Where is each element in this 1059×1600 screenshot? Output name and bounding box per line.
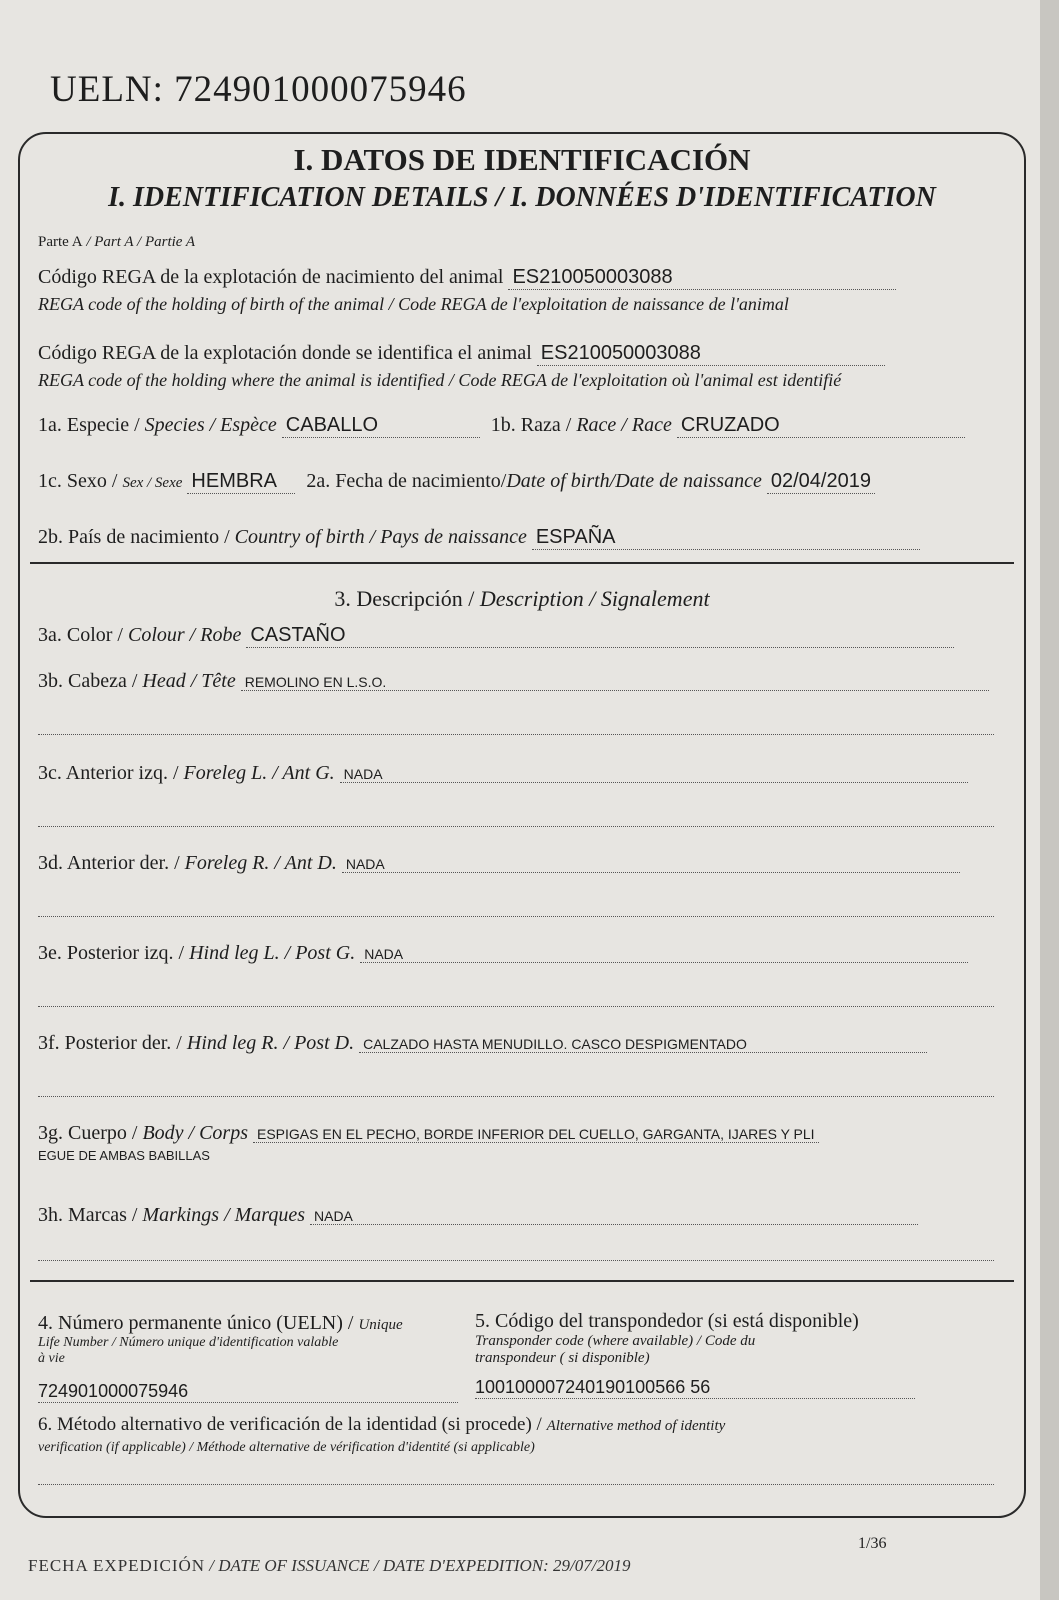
- hind-l-label-tr: Hind leg L. / Post G.: [189, 942, 356, 964]
- breed-label-tr: Race / Race: [576, 414, 672, 436]
- alt-method-row: [38, 1414, 1006, 1436]
- rega-birth-label: Código REGA de la explotación de nacimiento del animal: [38, 266, 504, 288]
- markings-label-es: 3h. Marcas /: [38, 1204, 143, 1226]
- rega-id-row: [38, 342, 1006, 366]
- rega-id-translation: REGA code of the holding where the animal is identified / Code REGA de l'exploitation où l'animal est identifié: [38, 370, 842, 390]
- hind-r-label-tr: Hind leg R. / Post D.: [186, 1032, 355, 1054]
- transponder-label-es: 5. Código del transpondedor (si está disponible): [475, 1310, 859, 1332]
- description-heading: [20, 586, 1024, 612]
- page-number: 1/36: [858, 1535, 887, 1552]
- footer-rest: / DATE OF ISSUANCE / DATE D'EXPEDITION: 29/07/2019: [205, 1556, 631, 1575]
- ueln-value: 724901000075946: [38, 1381, 458, 1403]
- species-breed-row: [38, 414, 1006, 438]
- dotted-line: [38, 826, 994, 827]
- color-row: [38, 624, 1006, 648]
- species-value: CABALLO: [282, 414, 480, 438]
- rega-birth-translation: REGA code of the holding of birth of the animal / Code REGA de l'exploitation de naissance de l'animal: [38, 294, 789, 314]
- breed-label-es: 1b. Raza /: [490, 414, 577, 436]
- head-row: [38, 670, 1006, 693]
- hind-l-label-es: 3e. Posterior izq. /: [38, 942, 190, 964]
- body-label-es: 3g. Cuerpo /: [38, 1122, 143, 1144]
- hind-r-label-es: 3f. Posterior der. /: [38, 1032, 187, 1054]
- rega-id-label: Código REGA de la explotación donde se identifica el animal: [38, 342, 532, 364]
- sex-label-tr: Sex / Sexe: [122, 475, 183, 491]
- transponder-value: 100100007240190100566 56: [475, 1377, 915, 1399]
- head-label-tr: Head / Tête: [142, 670, 236, 692]
- footer-caps: FECHA EXPEDICIÓN: [28, 1556, 206, 1575]
- country-label-es: 2b. País de nacimiento /: [38, 526, 235, 548]
- dotted-line: [38, 1096, 994, 1097]
- ueln-section: [38, 1312, 478, 1403]
- dob-label-tr: Date of birth/Date de naissance: [506, 470, 762, 492]
- markings-value: NADA: [310, 1208, 918, 1225]
- rega-birth-row: [38, 266, 1006, 290]
- body-label-tr: Body / Corps: [142, 1122, 248, 1144]
- body-row: [38, 1122, 1006, 1145]
- part-a-tr: / Part A / Partie A: [82, 234, 196, 250]
- color-label-es: 3a. Color /: [38, 624, 128, 646]
- dotted-line: [38, 916, 994, 917]
- hind-r-row: [38, 1032, 1006, 1055]
- ueln-label-tr1: Unique: [358, 1317, 403, 1333]
- sex-label-es: 1c. Sexo /: [38, 470, 123, 492]
- markings-row: [38, 1204, 1006, 1227]
- sex-value: HEMBRA: [187, 470, 295, 494]
- transponder-section: [475, 1310, 995, 1399]
- country-row: [38, 526, 1006, 550]
- color-label-tr: Colour / Robe: [128, 624, 242, 646]
- color-value: CASTAÑO: [246, 624, 954, 648]
- foreleg-r-value: NADA: [342, 856, 960, 873]
- ueln-header: UELN: 724901000075946: [50, 69, 467, 110]
- foreleg-l-label-es: 3c. Anterior izq. /: [38, 762, 184, 784]
- dob-value: 02/04/2019: [767, 470, 875, 494]
- transponder-label-tr2: transpondeur ( si disponible): [475, 1350, 650, 1366]
- species-label-tr: Species / Espèce: [144, 414, 277, 436]
- body-value: ESPIGAS EN EL PECHO, BORDE INFERIOR DEL CUELLO, GARGANTA, IJARES Y PLI: [253, 1126, 819, 1143]
- hind-l-row: [38, 942, 1006, 965]
- body-value-cont: EGUE DE AMBAS BABILLAS: [38, 1148, 210, 1163]
- section-title-en-fr: I. IDENTIFICATION DETAILS / I. DONNÉES D'IDENTIFICATION: [108, 182, 936, 213]
- description-tr: Description / Signalement: [479, 586, 710, 611]
- country-label-tr: Country of birth / Pays de naissance: [234, 526, 527, 548]
- dotted-line: [38, 1260, 994, 1261]
- ueln-label-es: 4. Número permanente único (UELN) /: [38, 1312, 359, 1334]
- country-value: ESPAÑA: [532, 526, 920, 550]
- page-edge: [1040, 0, 1059, 1600]
- section-title-es: I. DATOS DE IDENTIFICACIÓN: [293, 142, 751, 177]
- part-a-label: [38, 234, 1006, 251]
- hind-r-value: CALZADO HASTA MENUDILLO. CASCO DESPIGMENTADO: [359, 1036, 927, 1053]
- head-value: REMOLINO EN L.S.O.: [241, 674, 989, 691]
- ueln-label-tr2: Life Number / Número unique d'identification valable: [38, 1335, 339, 1350]
- dotted-line: [38, 734, 994, 735]
- markings-label-tr: Markings / Marques: [142, 1204, 305, 1226]
- foreleg-l-row: [38, 762, 1006, 785]
- breed-value: CRUZADO: [677, 414, 965, 438]
- head-label-es: 3b. Cabeza /: [38, 670, 143, 692]
- species-label-es: 1a. Especie /: [38, 414, 145, 436]
- foreleg-l-label-tr: Foreleg L. / Ant G.: [183, 762, 335, 784]
- transponder-label-tr1: Transponder code (where available) / Code du: [475, 1333, 756, 1349]
- foreleg-r-label-es: 3d. Anterior der. /: [38, 852, 185, 874]
- hind-l-value: NADA: [360, 946, 968, 963]
- dotted-line: [38, 1484, 994, 1485]
- ueln-label-tr3: à vie: [38, 1351, 65, 1366]
- alt-method-label-tr2: verification (if applicable) / Méthode alternative de vérification d'identité (si applicable): [38, 1440, 535, 1455]
- rega-birth-value: ES210050003088: [508, 266, 896, 290]
- divider: [30, 562, 1014, 564]
- dotted-line: [38, 1006, 994, 1007]
- description-es: 3. Descripción /: [334, 586, 480, 611]
- foreleg-l-value: NADA: [340, 766, 968, 783]
- dob-label-es: 2a. Fecha de nacimiento/: [306, 470, 507, 492]
- identification-box: [18, 132, 1026, 1518]
- alt-method-label-tr1: Alternative method of identity: [546, 1418, 726, 1434]
- issue-date-footer: [28, 1556, 631, 1576]
- foreleg-r-label-tr: Foreleg R. / Ant D.: [184, 852, 337, 874]
- alt-method-label-es: 6. Método alternativo de verificación de la identidad (si procede) /: [38, 1414, 547, 1435]
- sex-dob-row: [38, 470, 1006, 494]
- foreleg-r-row: [38, 852, 1006, 875]
- rega-id-value: ES210050003088: [537, 342, 885, 366]
- divider: [30, 1280, 1014, 1282]
- part-a-es: Parte A: [38, 234, 83, 250]
